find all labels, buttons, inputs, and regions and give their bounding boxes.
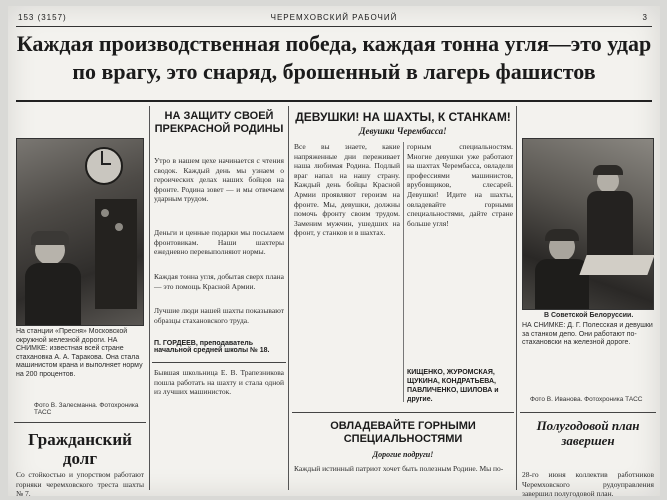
- center-block: [292, 106, 514, 492]
- left-column: [14, 106, 146, 499]
- article-text: Бывшая школьница Е. В. Трапезникова пошла работать на шахту и стала одной из лучших машинисток.: [154, 368, 284, 397]
- appeal-text-col1: Все вы знаете, какие напряженные дни переживает наша любимая Родина. Подлый враг напал на нашу страну. Каждый день бойцы Красной Армии проявляют героизм на фронте. Мы, девушки, должны помочь фронту своим трудом. Заменим мужчин, ушедших на фронт, у станков и в шахтах.: [294, 142, 400, 238]
- column-rule: [288, 106, 289, 490]
- main-headline: Каждая производственная победа, каждая тонна угля—это удар по врагу, это снаряд, брошенный в лагерь фашистов: [16, 30, 652, 102]
- right-column: [520, 106, 656, 499]
- article-text: Лучшие люди нашей шахты показывают образцы стахановского труда.: [154, 306, 284, 325]
- section-text: Со стойкостью и упорством работают горняки черемховского треста шахты № 7.: [16, 470, 144, 499]
- second-column: [152, 106, 286, 492]
- photo-crane-operator: [16, 138, 144, 326]
- section-title: Полугодовой план завершен: [536, 418, 640, 448]
- article-signature: П. ГОРДЕЕВ, преподаватель начальной средней школы № 18.: [154, 340, 270, 354]
- photo-railway-workers: [522, 138, 654, 310]
- photo-credit: Фото В. Залесманна. Фотохроника ТАСС: [34, 402, 139, 416]
- newspaper-name: ЧЕРЕМХОВСКИЙ РАБОЧИЙ: [270, 13, 398, 22]
- appeal-subtitle: Девушки Черембасса!: [359, 126, 447, 136]
- article-text: Деньги и ценные подарки мы посылаем фронтовикам. Наши шахтеры ежедневно перевыполняют нормы.: [154, 228, 284, 257]
- appeal-text-col2: горным специальностям. Многие девушки уже работают на шахтах Черембасса, овладели профессиями машинистов, врубовщиков, слесарей. Девушки! Идите на шахты, овладевайте горными специальностями, дайте стране больше угля!: [407, 142, 513, 228]
- newspaper-page: [8, 6, 660, 499]
- article-text: Утро в нашем цехе начинается с чтения сводок. Каждый день мы узнаем о героических делах наших бойцов на фронте. Родина зовет — и мы отвечаем ударным трудом.: [154, 156, 284, 204]
- issue-number: 153 (3157): [18, 13, 67, 22]
- page-number: 3: [642, 13, 648, 22]
- photo-caption: НА СНИМКЕ: Д. Г. Полесская и девушки за станком депо. Они работают по-стахановски на железной дороге.: [522, 322, 653, 347]
- column-rule: [149, 106, 150, 490]
- section-title: Гражданский долг: [28, 430, 132, 468]
- bottom-article-title: ОВЛАДЕВАЙТЕ ГОРНЫМИ СПЕЦИАЛЬНОСТЯМИ: [330, 420, 476, 445]
- masthead: [16, 10, 652, 27]
- article-title: НА ЗАЩИТУ СВОЕЙ ПРЕКРАСНОЙ РОДИНЫ: [154, 110, 284, 135]
- bottom-article-text: Каждый истинный патриот хочет быть полезным Родине. Мы по-: [294, 464, 504, 473]
- column-rule: [516, 106, 517, 490]
- appeal-title: ДЕВУШКИ! НА ШАХТЫ, К СТАНКАМ!: [295, 110, 511, 124]
- photo-caption: На станции «Пресня» Московской окружной железной дороги. НА СНИМКЕ: известная всей стране стахановка А. А. Таракова. Она стала машинистом крана и выполняет норму на 200 процентов.: [16, 328, 143, 378]
- photo-label: В Советской Белоруссии.: [544, 312, 634, 319]
- photo-credit: Фото В. Иванова. Фотохроника ТАСС: [530, 396, 643, 403]
- appeal-signers: КИЩЕНКО, ЖУРОМСКАЯ, ЩУКИНА, КОНДРАТЬЕВА, ПАВЛИЧЕНКО, ШИЛОВА и другие.: [407, 369, 499, 403]
- section-text: 28-го июня коллектив работников Черемховского рудоуправления завершил полугодовой план.: [522, 470, 654, 499]
- bottom-article-subtitle: Дорогие подруги!: [372, 450, 434, 459]
- clock-icon: [85, 147, 123, 185]
- article-text: Каждая тонна угля, добытая сверх плана — это помощь Красной Армии.: [154, 272, 284, 291]
